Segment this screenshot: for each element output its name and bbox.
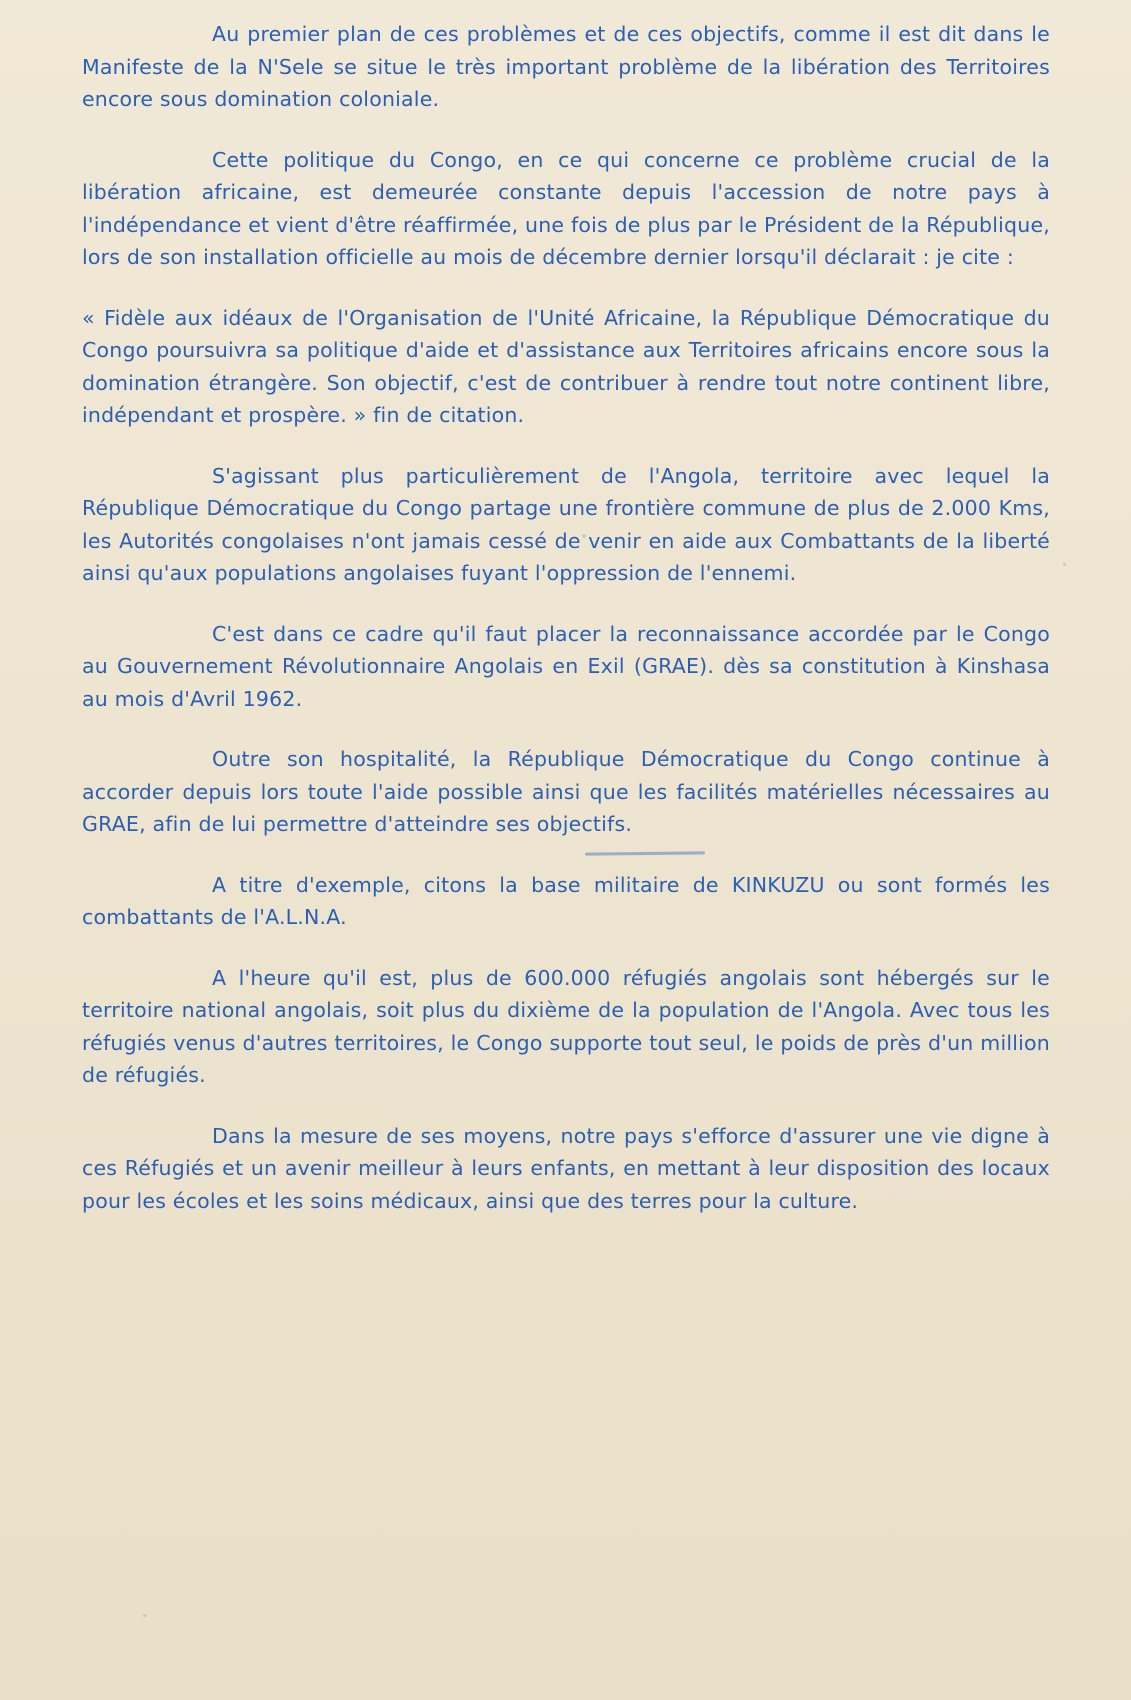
paragraph-7: A titre d'exemple, citons la base militaire de KINKUZU ou sont formés les combattants de l'A.L.N.A. [82,872,1050,929]
paragraph-6: Outre son hospitalité, la République Démocratique du Congo continue à accorder depuis lors toute l'aide possible ainsi que les facilités matérielles nécessaires au GRAE, afin de lui permettre d'atteindre ses objectifs. [82,747,1050,836]
paragraph-3-quote: « Fidèle aux idéaux de l'Organisation de l'Unité Africaine, la République Démocratique du Congo poursuivra sa politique d'aide et d'assistance aux Territoires africains encore sous la domination étrangère. Son objectif, c'est de contribuer à rendre tout notre continent libre, indépendant et prospère. » fin de citation. [82,305,1050,427]
paragraph-1: Au premier plan de ces problèmes et de ces objectifs, comme il est dit dans le Manifeste de la N'Sele se situe le très important problème de la libération des Territoires encore sous domination coloniale. [82,22,1050,111]
paragraph-2: Cette politique du Congo, en ce qui concerne ce problème crucial de la libération africaine, est demeurée constante depuis l'accession de notre pays à l'indépendance et vient d'être réaffirmée, une fois de plus par le Président de la République, lors de son installation officielle au mois de décembre dernier lorsqu'il déclarait : je cite : [82,147,1050,269]
paper-speck [143,1614,146,1617]
paper-speck [1063,563,1066,566]
paper-speck [582,534,586,538]
paragraph-9: Dans la mesure de ses moyens, notre pays s'efforce d'assurer une vie digne à ces Réfugiés et un avenir meilleur à leurs enfants, en mettant à leur disposition des locaux pour les écoles et les soins médicaux, ainsi que des terres pour la culture. [82,1123,1050,1213]
paragraph-4: S'agissant plus particulièrement de l'Angola, territoire avec lequel la République Démocratique du Congo partage une frontière commune de plus de 2.000 Kms, les Autorités congolaises n'ont jamais cessé de venir en aide aux Combattants de la liberté ainsi qu'aux populations angolaises fuyant l'oppression de l'ennemi. [82,463,1050,585]
paragraph-5: C'est dans ce cadre qu'il faut placer la reconnaissance accordée par le Congo au Gouvernement Révolutionnaire Angolais en Exil (GRAE). dès sa constitution à Kinshasa au mois d'Avril 1962. [82,621,1050,711]
paragraph-8: A l'heure qu'il est, plus de 600.000 réfugiés angolais sont hébergés sur le territoire national angolais, soit plus du dixième de la population de l'Angola. Avec tous les réfugiés venus d'autres territoires, le Congo supporte tout seul, le poids de près d'un million de réfugiés. [82,965,1050,1087]
document-body [82,18,1050,1245]
